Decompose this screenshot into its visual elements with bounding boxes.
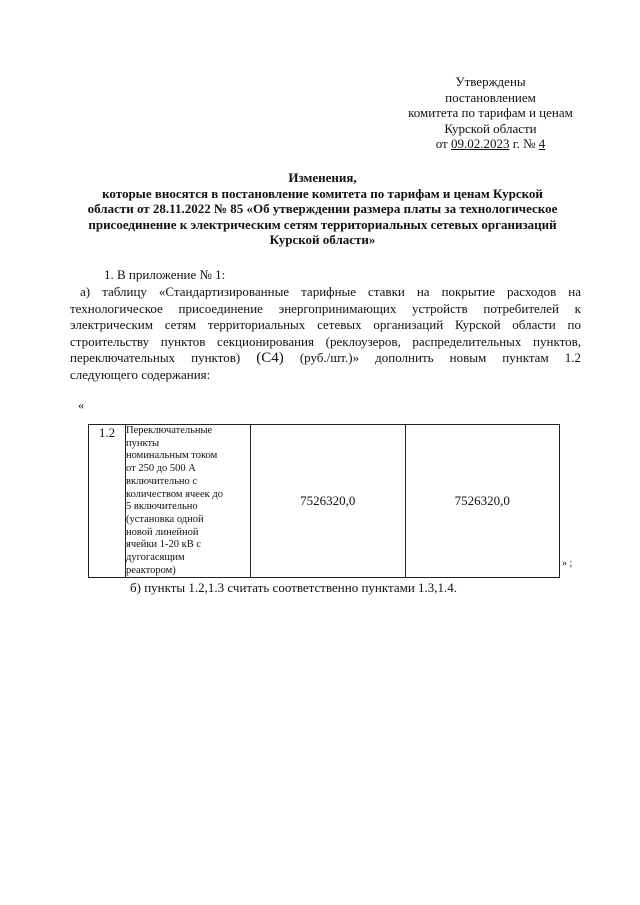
approval-date: 09.02.2023 [450, 136, 510, 151]
approval-line: Утверждены [455, 74, 526, 89]
title-line: области от 28.11.2022 № 85 «Об утверждении размера платы за технологическое [87, 201, 558, 216]
desc-line: 5 включительно [126, 501, 198, 513]
title-line: которые вносятся в постановление комитета по тарифам и ценам Курской [102, 185, 543, 201]
tariff-table [88, 424, 560, 578]
row-description [126, 425, 251, 578]
desc-line: включительно с [126, 475, 198, 487]
document-title [60, 170, 585, 248]
desc-line: Переключательные [126, 425, 213, 436]
c4-label: (С4) [256, 350, 284, 366]
desc-line: количеством ячеек до [126, 488, 223, 500]
row-number: 1.2 [89, 425, 126, 578]
approval-line: комитета по тарифам и ценам [408, 105, 573, 120]
approval-block [398, 74, 583, 152]
desc-line: реактором) [126, 564, 176, 576]
approval-line: постановлением [445, 89, 536, 105]
item-1-heading: 1. В приложение № 1: [104, 267, 226, 282]
line5-pre: переключательных пунктов) [70, 350, 257, 365]
paragraph-line: технологическое присоединение энергопринимающих устройств потребителей к [70, 300, 581, 316]
rate-value-2: 7526320,0 [405, 425, 560, 578]
approval-line: Курской области [444, 120, 537, 136]
desc-line: ячейки 1-20 кВ с [126, 539, 201, 551]
date-suffix: г. № [509, 136, 539, 151]
approval-number: 4 [538, 136, 546, 151]
title-line: Изменения, [288, 170, 357, 185]
date-prefix: от [435, 136, 451, 151]
desc-line: номинальным током [126, 450, 218, 462]
title-line: Курской области» [269, 232, 376, 247]
paragraph-b: б) пункты 1.2,1.3 считать соответственно пунктами 1.3,1.4. [130, 580, 458, 595]
line5-post: (руб./шт.)» дополнить новым пунктам 1.2 [283, 350, 581, 365]
desc-line: пункты [126, 437, 160, 449]
approval-date-line [398, 136, 583, 152]
desc-line: дугогасящим [126, 552, 185, 564]
title-line: присоединение к электрическим сетям территориальных сетевых организаций [88, 216, 557, 232]
paragraph-line: электрическим сетям территориальных сетевых организаций Курской области по [70, 317, 581, 332]
paragraph-a [70, 284, 581, 383]
quote-open: « [78, 398, 84, 412]
desc-line: от 250 до 500 А [126, 463, 196, 475]
rate-value-1: 7526320,0 [251, 425, 406, 578]
table-row [89, 425, 560, 578]
desc-line: новой линейной [126, 526, 199, 538]
paragraph-line: а) таблицу «Стандартизированные тарифные ставки на покрытие расходов на [80, 284, 581, 299]
paragraph-line: строительству пунктов секционирования (реклоузеров, распределительных пунктов, [70, 333, 581, 349]
quote-close: » ; [562, 558, 573, 569]
paragraph-line: следующего содержания: [70, 366, 211, 382]
desc-line: (установка одной [126, 513, 204, 525]
paragraph-line [70, 350, 581, 367]
